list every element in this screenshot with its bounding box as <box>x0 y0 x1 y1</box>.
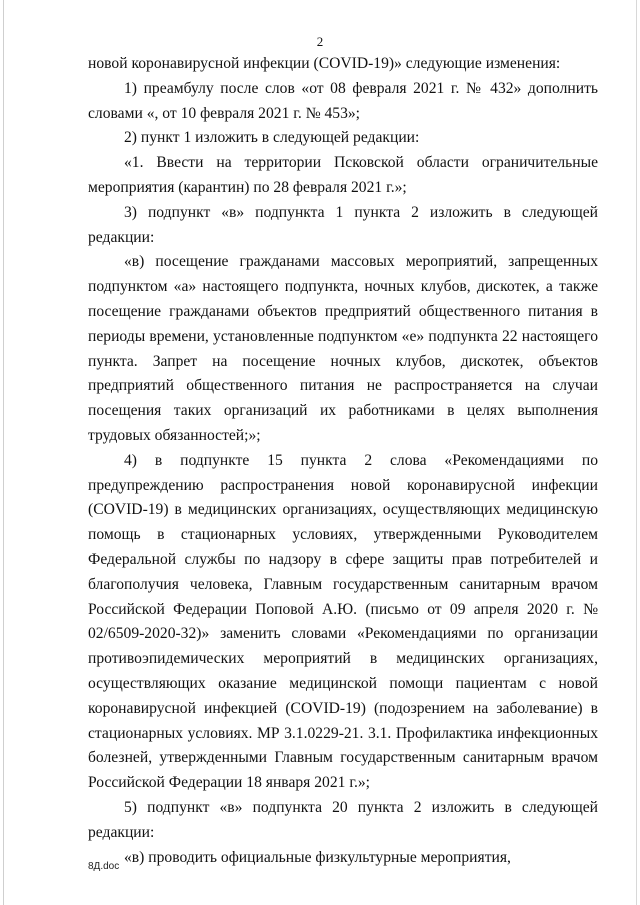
paragraph-item-3-text: «в) посещение гражданами массовых мероприятий, запрещенных подпунктом «а» настоящего подпункта, ночных клубов, дискотек, а также посещение гражданами объектов предприятий общественного питания в периоды времени, установленные подпунктом «е» подпункта 22 настоящего пункта. Запрет на посещение ночных клубов, дискотек, объектов предприятий общественного питания не распространяется на случаи посещения таких организаций их работниками в целях выполнения трудовых обязанностей;»; <box>88 253 598 444</box>
paragraph-item-5: 5) подпункт «в» подпункта 20 пункта 2 изложить в следующей редакции: <box>88 798 598 841</box>
document-body <box>88 52 598 870</box>
paragraph-item-2-text: «1. Ввести на территории Псковской области ограничительные мероприятия (карантин) по 28 февраля 2021 г.»; <box>88 154 598 196</box>
paragraph-item-2: 2) пункт 1 изложить в следующей редакции: <box>124 129 420 147</box>
file-name-footer: 8Д.doc <box>88 861 120 872</box>
paragraph-intro-continuation: новой коронавирусной инфекции (COVID-19)» следующие изменения: <box>88 55 561 72</box>
scan-edge-right <box>636 0 637 905</box>
paragraph-item-1: 1) преамбулу после слов «от 08 февраля 2021 г. № 432» дополнить словами «, от 10 февраля 2021 г. № 453»; <box>88 79 598 122</box>
paragraph-item-3: 3) подпункт «в» подпункта 1 пункта 2 изложить в следующей редакции: <box>88 203 598 246</box>
paragraph-item-5-text: «в) проводить официальные физкультурные мероприятия, <box>124 848 511 866</box>
paragraph-item-4: 4) в подпункте 15 пункта 2 слова «Рекомендациями по предупреждению распространения новой коронавирусной инфекции (COVID-19) в медицинских организациях, осуществляющих медицинскую помощь в стационарных условиях, утвержденными Руководителем Федеральной службы по надзору в сфере защиты прав потребителей и благополучия человека, Главным государственным санитарным врачом Российской Федерации Поповой А.Ю. (письмо от 09 апреля 2020 г. № 02/6509-2020-32)» заменить словами «Рекомендациями по организации противоэпидемических мероприятий в медицинских организациях, осуществляющих оказание медицинской помощи пациентам с новой коронавирусной инфекцией (COVID-19) (подозрением на заболевание) в стационарных условиях. МР 3.1.0229-21. 3.1. Профилактика инфекционных болезней, утвержденными Главным государственным санитарным врачом Российской Федерации 18 января 2021 г.»; <box>88 451 598 792</box>
scan-edge-left <box>3 0 4 905</box>
page-number: 2 <box>316 34 324 49</box>
